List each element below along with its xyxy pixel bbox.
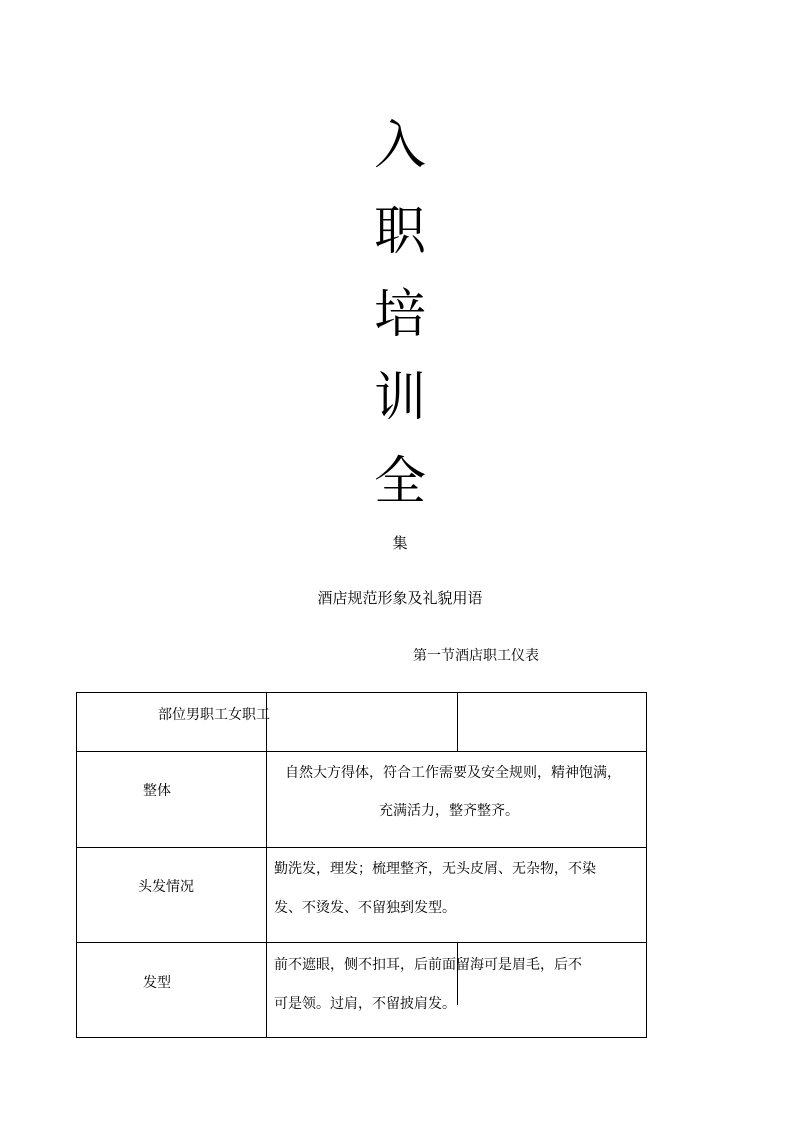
row-text-overall-1: 自然大方得体，符合工作需要及安全规则，精神饱满，: [285, 765, 621, 781]
title-char-last: 集: [392, 534, 408, 552]
row-text-hairstyle-1: 前不遮眼，侧不扣耳，后前面留海可是眉毛，后不: [274, 957, 582, 973]
table-divider: [77, 942, 646, 943]
table-column-divider: [266, 693, 267, 1037]
section-title: 第一节酒店职工仪表: [413, 648, 539, 664]
row-text-hair-condition-2: 发、不烫发、不留独到发型。: [274, 900, 456, 916]
row-text-overall-2: 充满活力，整齐整齐。: [379, 803, 519, 819]
row-text-hair-condition-1: 勤洗发，理发；梳理整齐，无头皮屑、无杂物，不染: [274, 861, 596, 877]
title-char-2: 职: [373, 202, 426, 262]
table-column-divider: [457, 693, 458, 751]
table-divider: [77, 751, 646, 752]
row-label-overall: 整体: [143, 783, 171, 799]
row-text-hairstyle-2: 可是领。过肩，不留披肩发。: [274, 996, 456, 1012]
appearance-table: [76, 692, 647, 1038]
table-divider: [77, 847, 646, 848]
subtitle: 酒店规范形象及礼貌用语: [317, 589, 483, 607]
title-char-5: 全: [373, 452, 426, 512]
title-char-1: 入: [373, 116, 426, 176]
title-char-4: 训: [373, 368, 426, 428]
row-label-hair-condition: 头发情况: [138, 879, 194, 895]
row-label-hairstyle: 发型: [143, 975, 171, 991]
title-char-3: 培: [373, 285, 426, 345]
table-header: 部位男职工女职工: [158, 707, 270, 723]
